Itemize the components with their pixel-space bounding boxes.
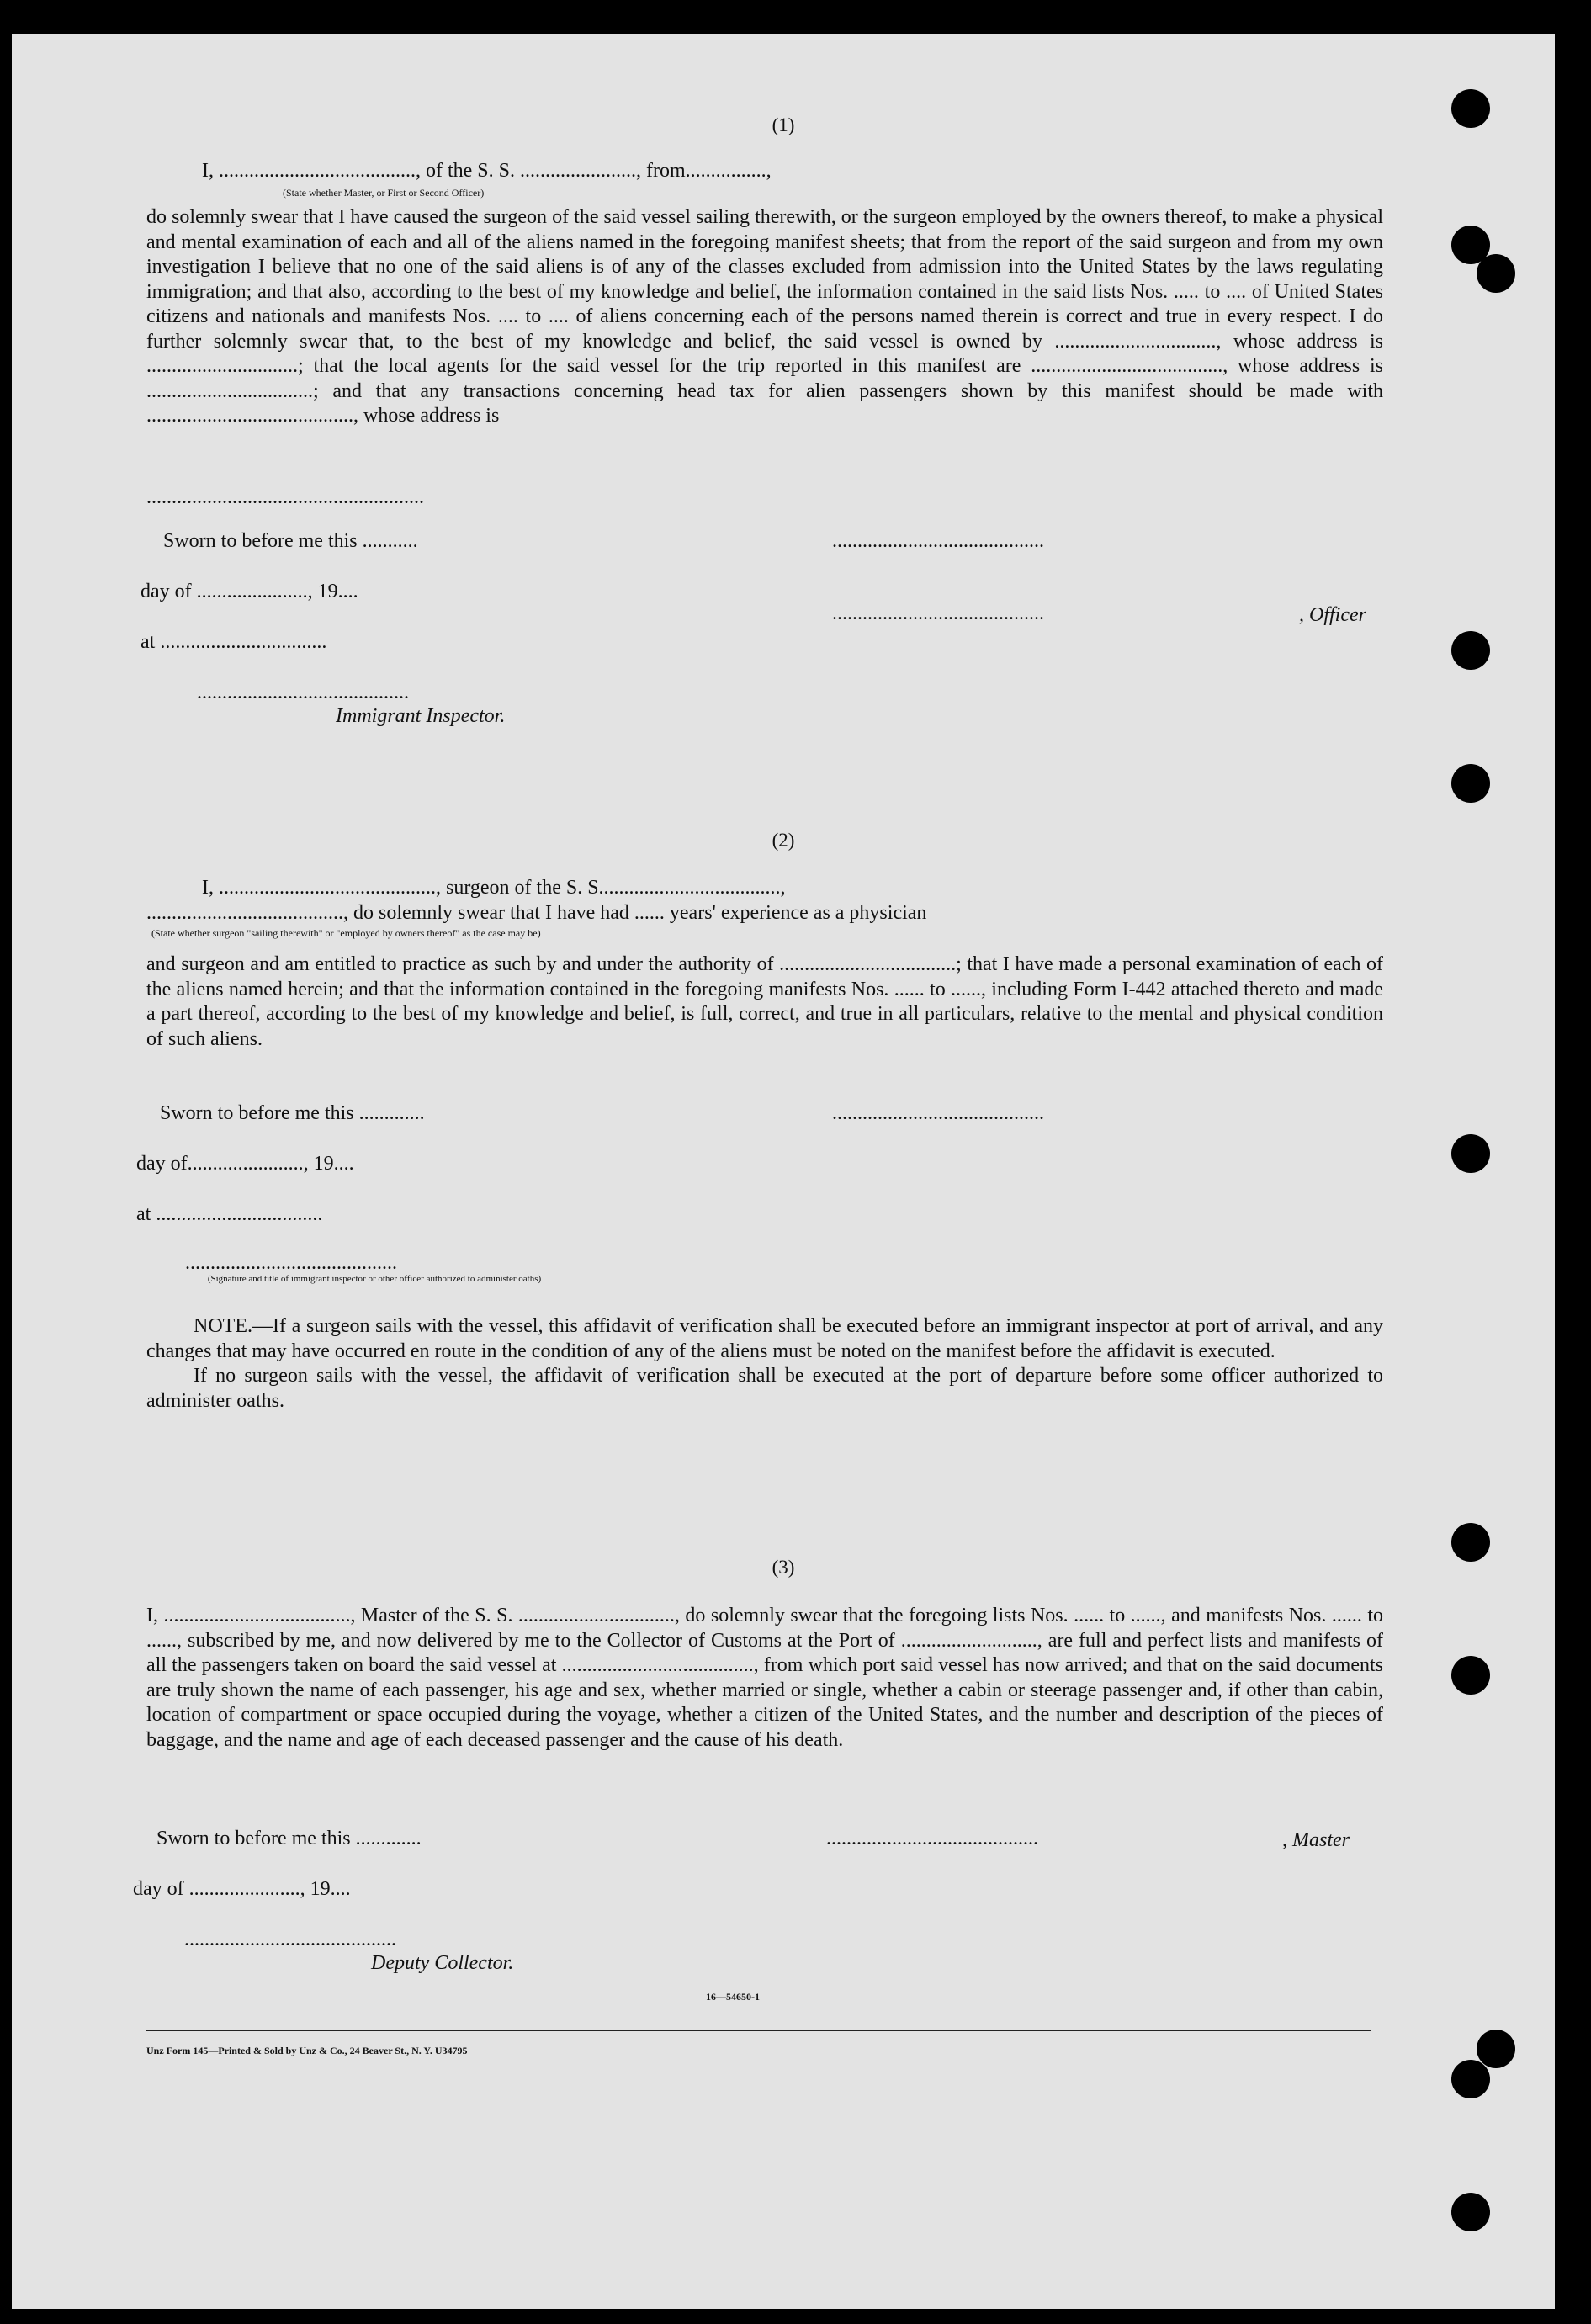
section-2-second-line: ......................................., do solemnly swear that I have had ...... years' experience as a physician: [146, 902, 927, 924]
section-2-sworn: Sworn to before me this .............: [160, 1102, 425, 1124]
section-1-officer-dots: ..........................................: [832, 602, 1044, 624]
section-2-inspector-dots: ..........................................: [185, 1252, 397, 1274]
punch-hole: [1477, 2030, 1515, 2068]
section-2-first-line: I, ..........................................., surgeon of the S. S....................................,: [202, 877, 786, 899]
section-1-inspector-label: Immigrant Inspector.: [336, 705, 506, 727]
section-2-signature-caption: (Signature and title of immigrant inspector or other officer authorized to administer oaths): [207, 1274, 542, 1284]
printer-line: Unz Form 145—Printed & Sold by Unz & Co., 24 Beaver St., N. Y. U34795: [146, 2045, 468, 2056]
section-3-number: (3): [772, 1557, 795, 1578]
section-2-signature-line: ..........................................: [832, 1102, 1044, 1124]
form-code: 16—54650-1: [706, 1991, 760, 2003]
section-1-sworn: Sworn to before me this ...........: [163, 530, 418, 552]
punch-hole: [1451, 764, 1490, 803]
section-2-caption: (State whether surgeon "sailing therewith" or "employed by owners thereof" as the case may be): [151, 927, 541, 939]
section-3-body: I, ....................................., Master of the S. S. ..............................., do solemnly swear that the foregoing lists Nos. ...... to ......, and manifests Nos. ...... to ......, subscribed by me, and now delivered by me to the Collector of Customs at the Port of ..........................., are full and perfect lists and manifests of all the passengers taken on board the said vessel at ......................................, from which port said vessel has now arrived; and that on the said documents are truly shown the name of each passenger, his age and sex, whether married or single, whether a cabin or steerage passenger and, if other than cabin, location of compartment or space occupied during the voyage, whether a citizen of the United States, and the number and description of the pieces of baggage, and the name and age of each deceased passenger and the cause of his death.: [146, 1605, 1383, 1751]
punch-hole: [1477, 254, 1515, 293]
section-3-collector-label: Deputy Collector.: [371, 1952, 514, 1974]
section-3-collector-dots: ..........................................: [184, 1929, 396, 1950]
form-page: [12, 34, 1555, 2309]
section-2-day: day of......................., 19....: [136, 1153, 354, 1175]
note-paragraph-1: NOTE.—If a surgeon sails with the vessel, this affidavit of verification shall be executed before an immigrant inspector at port of arrival, and any changes that may have occurred en route in the condition of any of the aliens must be noted on the manifest before the affidavit is executed.: [146, 1315, 1383, 1362]
section-1-inspector-dots: ..........................................: [197, 682, 409, 703]
section-1-at: at .................................: [141, 631, 327, 653]
punch-hole: [1451, 1134, 1490, 1173]
section-2-note: [146, 1314, 1383, 1414]
punch-hole: [1451, 2060, 1490, 2098]
note-paragraph-2: If no surgeon sails with the vessel, the affidavit of verification shall be executed at the port of departure before some officer authorized to administer oaths.: [146, 1365, 1383, 1412]
section-1-number: (1): [772, 114, 795, 135]
footer-rule: [146, 2030, 1371, 2031]
section-1-caption: (State whether Master, or First or Second Officer): [283, 187, 485, 199]
section-3-master-label: , Master: [1282, 1829, 1350, 1851]
section-2-body: and surgeon and am entitled to practice as such by and under the authority of ...................................; that I have made a personal examination of each of the aliens named herein; and that the information contained in the foregoing manifests Nos. ...... to ......, including Form I-442 attached thereto and made a part thereof, according to the best of my knowledge and belief, is full, correct, and true in all particulars, relative to the mental and physical condition of such aliens.: [146, 953, 1383, 1050]
section-2-number: (2): [772, 830, 795, 851]
section-3-sworn: Sworn to before me this .............: [156, 1828, 422, 1849]
punch-hole: [1451, 1656, 1490, 1695]
section-1-signature-line: ..........................................: [832, 530, 1044, 552]
section-1-officer-label: , Officer: [1299, 604, 1366, 626]
punch-hole: [1451, 631, 1490, 670]
section-1-day: day of ......................, 19....: [141, 581, 358, 602]
punch-hole: [1451, 2193, 1490, 2231]
section-1-body: do solemnly swear that I have caused the surgeon of the said vessel sailing therewith, or the surgeon employed by the owners thereof, to make a physical and mental examination of each and all of the aliens named in the foregoing manifest sheets; that from the report of the said surgeon and from my own investigation I believe that no one of the said aliens is of any of the classes excluded from admission into the United States by the laws regulating immigration; and that also, according to the best of my knowledge and belief, the information contained in the said lists Nos. ..... to .... of United States citizens and nationals and manifests Nos. .... to .... of aliens concerning each of the persons named therein is correct and true in every respect. I do further solemnly swear that, to the best of my knowledge and belief, the said vessel is owned by ................................, whose address is ..............................; that the local agents for the said vessel for the trip reported in this manifest are ......................................, whose address is .................................; and that any transactions concerning head tax for alien passengers shown by this manifest should be made with ........................................., whose address is: [146, 206, 1383, 427]
section-3-day: day of ......................, 19....: [133, 1878, 351, 1900]
section-2-at: at .................................: [136, 1203, 323, 1225]
section-3-master-dots: ..........................................: [826, 1828, 1038, 1849]
section-1-first-line: I, ......................................., of the S. S. ......................., from................,: [202, 160, 772, 182]
section-1-trailing-dots: .......................................................: [146, 486, 424, 508]
